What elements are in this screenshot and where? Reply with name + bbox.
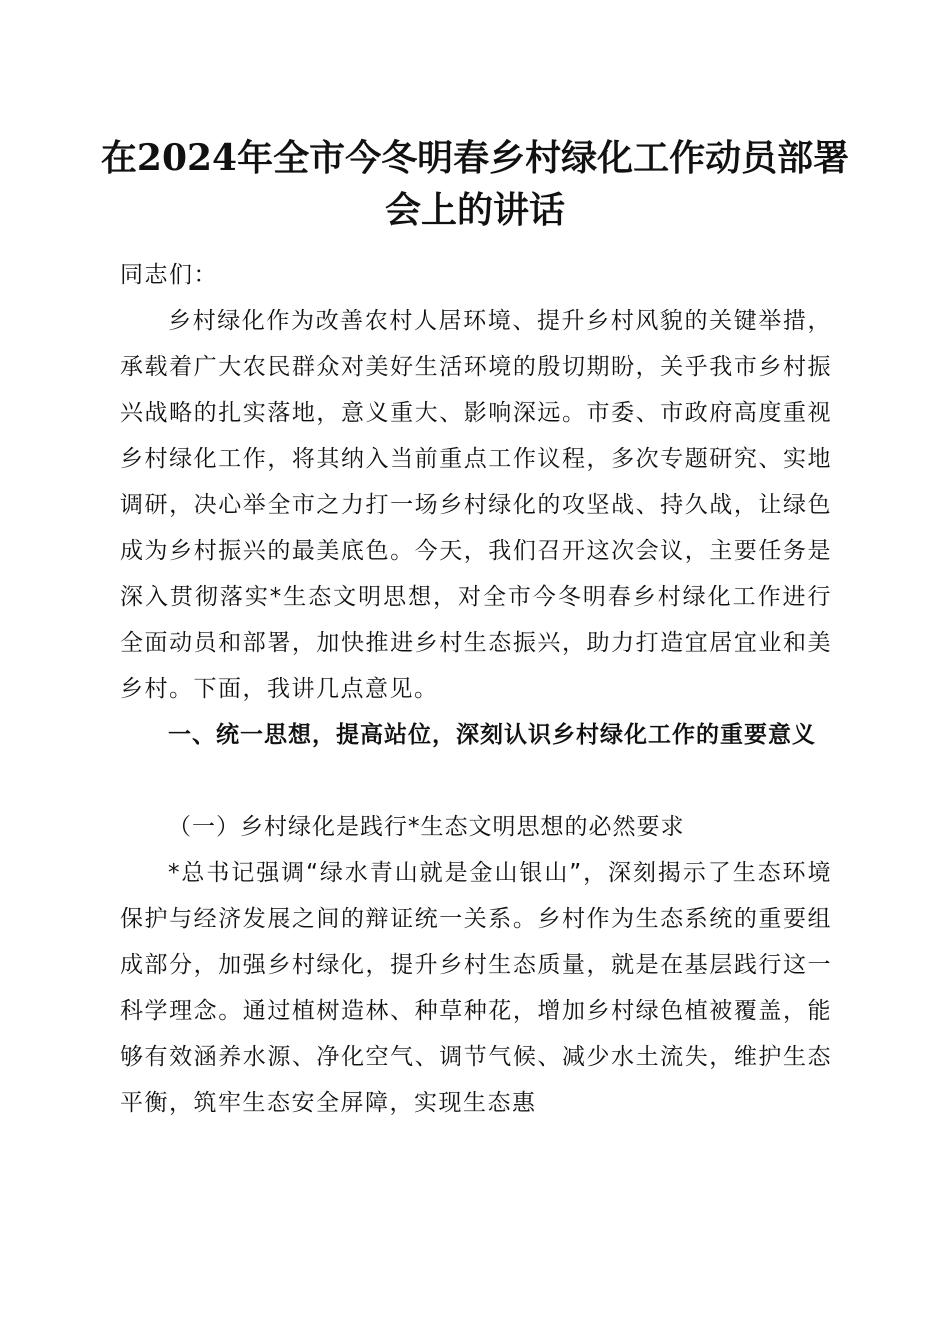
section-heading-1: 一、统一思想，提高站位，深刻认识乡村绿化工作的重要意义	[168, 722, 816, 748]
subsection-heading-1-1: （一）乡村绿化是践行*生态文明思想的必然要求	[168, 814, 685, 840]
paragraph-section-1-1: *总书记强调“绿水青山就是金山银山”，深刻揭示了生态环境保护与经济发展之间的辩证统一关系。乡村作为生态系统的重要组成部分，加强乡村绿化，提升乡村生态质量，就是在基层践行这一科学理念。通过植树造林、种草种花，增加乡村绿色植被覆盖，能够有效涵养水源、净化空气、调节气候、减少水土流失，维护生态平衡，筑牢生态安全屏障，实现生态惠	[120, 860, 832, 1116]
paragraph-intro: 乡村绿化作为改善农村人居环境、提升乡村风貌的关键举措，承载着广大农民群众对美好生活环境的殷切期盼，关乎我市乡村振兴战略的扎实落地，意义重大、影响深远。市委、市政府高度重视乡村绿化工作，将其纳入当前重点工作议程，多次专题研究、实地调研，决心举全市之力打一场乡村绿化的攻坚战、持久战，让绿色成为乡村振兴的最美底色。今天，我们召开这次会议，主要任务是深入贯彻落实*生态文明思想，对全市今冬明春乡村绿化工作进行全面动员和部署，加快推进乡村生态振兴，助力打造宜居宜业和美乡村。下面，我讲几点意见。	[120, 308, 832, 702]
document-title: 在2024年全市今冬明春乡村绿化工作动员部署会上的讲话	[100, 137, 850, 231]
greeting: 同志们：	[120, 262, 218, 288]
